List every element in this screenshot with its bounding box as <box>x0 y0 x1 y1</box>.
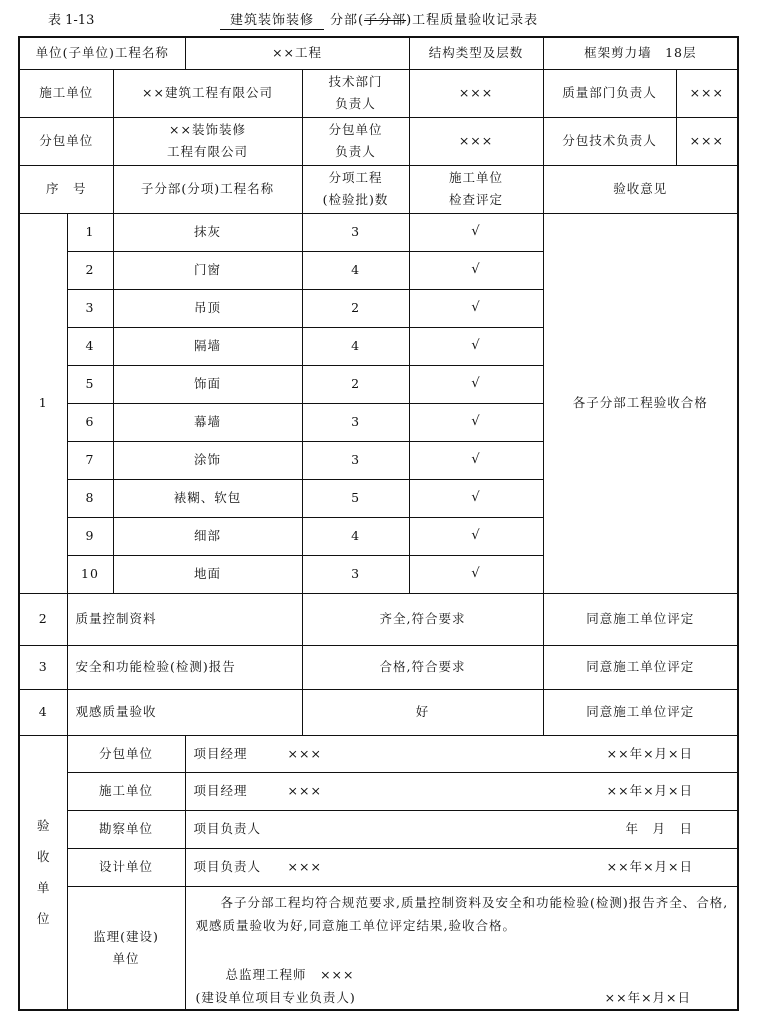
title-part-2: )工程质量验收记录表 <box>406 13 539 28</box>
section-1-number: 1 <box>19 213 67 593</box>
summary-opinion: 同意施工单位评定 <box>543 593 738 645</box>
signer-role: 项目负责人 <box>193 821 262 836</box>
acceptance-row <box>19 735 738 772</box>
batch-count: 3 <box>302 213 409 251</box>
check-mark-icon: √ <box>409 403 543 441</box>
sign-date: ××年×月×日 <box>606 859 694 874</box>
check-mark-icon: √ <box>409 251 543 289</box>
row-number: 10 <box>67 555 113 593</box>
batch-count: 4 <box>302 327 409 365</box>
sign-date: ××年×月×日 <box>606 745 694 761</box>
chief-engineer-name: ××× <box>320 966 355 982</box>
summary-result: 合格,符合要求 <box>302 645 543 689</box>
check-mark-icon: √ <box>409 555 543 593</box>
signer-role: 项目经理 <box>193 783 248 798</box>
acceptance-signature <box>185 735 738 772</box>
structure-value: 框架剪力墙 18层 <box>543 37 738 69</box>
section-1-opinion: 各子分部工程验收合格 <box>543 213 738 593</box>
check-mark-icon: √ <box>409 213 543 251</box>
check-mark-icon: √ <box>409 289 543 327</box>
summary-item: 安全和功能检验(检测)报告 <box>67 645 302 689</box>
unit-project-value: ××工程 <box>185 37 409 69</box>
acceptance-row <box>19 772 738 810</box>
acceptance-signature <box>185 810 738 848</box>
summary-row <box>19 645 738 689</box>
sub-tech-label: 分包技术负责人 <box>543 117 676 165</box>
tech-dept-label: 技术部门 负责人 <box>302 69 409 117</box>
summary-result: 好 <box>302 689 543 735</box>
table-number: 表 1-13 <box>48 13 95 28</box>
acceptance-unit-name: 勘察单位 <box>67 810 185 848</box>
title-part-1: 分部( <box>330 13 365 28</box>
supervisor-sign-date: ××年×月×日 <box>604 989 692 1005</box>
summary-opinion: 同意施工单位评定 <box>543 689 738 735</box>
check-mark-icon: √ <box>409 517 543 555</box>
item-name: 抹灰 <box>113 213 302 251</box>
col-name-header: 子分部(分项)工程名称 <box>113 165 302 213</box>
item-name: 裱糊、软包 <box>113 479 302 517</box>
signer-role: 项目经理 <box>193 745 248 761</box>
item-name: 饰面 <box>113 365 302 403</box>
row-number: 1 <box>67 213 113 251</box>
supervisor-opinion: 各子分部工程均符合规范要求,质量控制资料及安全和功能检验(检测)报告齐全、合格,观感质量验收为好,同意施工单位评定结果,验收合格。 <box>195 894 729 933</box>
batch-count: 3 <box>302 441 409 479</box>
row-number: 4 <box>67 327 113 365</box>
check-mark-icon: √ <box>409 479 543 517</box>
summary-opinion: 同意施工单位评定 <box>543 645 738 689</box>
row-number: 6 <box>67 403 113 441</box>
owner-line <box>196 986 732 1009</box>
info-row-2 <box>19 69 738 117</box>
summary-result: 齐全,符合要求 <box>302 593 543 645</box>
supervisor-opinion-cell <box>185 886 738 1010</box>
signer-name: ××× <box>287 783 322 798</box>
row-number: 5 <box>67 365 113 403</box>
item-name: 细部 <box>113 517 302 555</box>
batch-count: 2 <box>302 365 409 403</box>
check-mark-icon: √ <box>409 365 543 403</box>
acceptance-units-label: 验 收 单 位 <box>19 735 67 1010</box>
col-eval-header: 施工单位 检查评定 <box>409 165 543 213</box>
acceptance-signature <box>185 848 738 886</box>
sub-tech-value: ××× <box>676 117 738 165</box>
chief-engineer-label: 总监理工程师 <box>225 966 307 982</box>
contractor-label: 施工单位 <box>19 69 113 117</box>
batch-count: 4 <box>302 517 409 555</box>
signer-name: ××× <box>287 859 322 874</box>
sub-unit-label: 分包单位 <box>19 117 113 165</box>
col-seq-header: 序 号 <box>19 165 113 213</box>
title-division-name: 建筑装饰装修 <box>220 9 324 30</box>
acceptance-unit-name: 设计单位 <box>67 848 185 886</box>
row-number: 8 <box>67 479 113 517</box>
acceptance-unit-name: 施工单位 <box>67 772 185 810</box>
sub-head-value: ××× <box>409 117 543 165</box>
sign-date: 年 月 日 <box>625 821 694 836</box>
title-struck-text: 子分部 <box>364 13 407 28</box>
summary-number: 4 <box>19 689 67 735</box>
row-number: 3 <box>67 289 113 327</box>
acceptance-unit-name: 分包单位 <box>67 735 185 772</box>
sign-date: ××年×月×日 <box>606 783 694 798</box>
info-row-3 <box>19 117 738 165</box>
document-header <box>0 0 760 36</box>
summary-item: 观感质量验收 <box>67 689 302 735</box>
batch-count: 5 <box>302 479 409 517</box>
acceptance-row <box>19 848 738 886</box>
unit-project-label: 单位(子单位)工程名称 <box>19 37 185 69</box>
item-name: 隔墙 <box>113 327 302 365</box>
item-name: 门窗 <box>113 251 302 289</box>
summary-row <box>19 689 738 735</box>
column-header-row <box>19 165 738 213</box>
info-row-1 <box>19 37 738 69</box>
batch-count: 2 <box>302 289 409 327</box>
signer-name: ××× <box>287 745 322 761</box>
check-mark-icon: √ <box>409 327 543 365</box>
acceptance-record-table <box>18 36 739 1011</box>
row-number: 2 <box>67 251 113 289</box>
row-number: 9 <box>67 517 113 555</box>
signer-role: 项目负责人 <box>193 859 262 874</box>
structure-label: 结构类型及层数 <box>409 37 543 69</box>
item-name: 幕墙 <box>113 403 302 441</box>
batch-count: 3 <box>302 555 409 593</box>
summary-row <box>19 593 738 645</box>
col-opinion-header: 验收意见 <box>543 165 738 213</box>
contractor-value: ××建筑工程有限公司 <box>113 69 302 117</box>
table-row <box>19 213 738 251</box>
item-name: 吊顶 <box>113 289 302 327</box>
summary-number: 2 <box>19 593 67 645</box>
item-name: 地面 <box>113 555 302 593</box>
tech-dept-value: ××× <box>409 69 543 117</box>
check-mark-icon: √ <box>409 441 543 479</box>
acceptance-signature <box>185 772 738 810</box>
summary-number: 3 <box>19 645 67 689</box>
batch-count: 3 <box>302 403 409 441</box>
sub-head-label: 分包单位 负责人 <box>302 117 409 165</box>
acceptance-row <box>19 810 738 848</box>
owner-label: (建设单位项目专业负责人) <box>195 989 356 1005</box>
item-name: 涂饰 <box>113 441 302 479</box>
supervisor-unit-name: 监理(建设) 单位 <box>67 886 185 1010</box>
summary-item: 质量控制资料 <box>67 593 302 645</box>
sub-unit-value: ××装饰装修 工程有限公司 <box>113 117 302 165</box>
document-title <box>220 9 538 30</box>
quality-dept-label: 质量部门负责人 <box>543 69 676 117</box>
chief-engineer-line <box>196 963 732 986</box>
batch-count: 4 <box>302 251 409 289</box>
supervisor-row <box>19 886 738 1010</box>
row-number: 7 <box>67 441 113 479</box>
col-count-header: 分项工程 (检验批)数 <box>302 165 409 213</box>
quality-dept-value: ××× <box>676 69 738 117</box>
